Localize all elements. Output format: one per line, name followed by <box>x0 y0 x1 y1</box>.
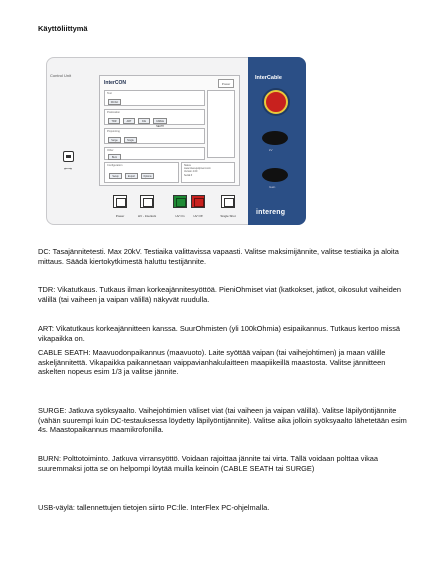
screen-btn-single[interactable]: Single <box>124 137 137 143</box>
screen-btn-surge[interactable]: Surge <box>108 137 121 143</box>
screen-btn-options[interactable]: Options <box>141 173 154 179</box>
paragraph-cable-seath: CABLE SEATH: Maavuodonpaikannus (maavuoto). Laite syöttää vaipan (tai vaihejohtimen) ja maan välille askeljännitettä. Vikapaikka paikannetaan vaippavianhakulaitteen maapiikeillä maastosta. Valitse jännitteen askelten nopeus esim 1/3 ja valitse jännite. <box>38 348 386 377</box>
hw-button-label: HV - Interlock <box>137 214 157 218</box>
paragraph-usb: USB-väylä: tallennettujen tietojen siirto PC:lle. InterFlex PC-ohjelmalla. <box>38 503 270 512</box>
usb-port-icon <box>63 151 74 162</box>
screen-title: InterCON <box>104 80 126 86</box>
brand-intereng: intereng <box>256 209 286 216</box>
screen-display-area <box>207 90 235 158</box>
brand-intercable: InterCable <box>255 75 282 81</box>
screen-btn-export[interactable]: Export <box>125 173 138 179</box>
group-label: Prelocation <box>107 111 120 114</box>
group-label: Pinpointing <box>107 130 120 133</box>
screen-btn-ice[interactable]: ICE <box>138 118 150 124</box>
screen-btn-cable-seath[interactable]: CABLE SEATH <box>153 118 167 124</box>
screen-group-pinpointing <box>104 128 205 144</box>
info-line: Serial # <box>184 173 193 177</box>
hw-button-label: HV On <box>175 214 185 218</box>
hv-off-button[interactable] <box>191 195 205 208</box>
info-label: Status <box>184 164 191 167</box>
screen-group-prelocation <box>104 109 205 128</box>
hv-on-button[interactable] <box>173 195 187 208</box>
hw-button-label: Power <box>115 214 125 218</box>
info-line: Version 4.00 <box>184 170 198 174</box>
power-button[interactable] <box>113 195 127 208</box>
paragraph-surge: SURGE: Jatkuva syöksyaalto. Vaihejohtimien väliset viat (tai vaiheen ja vaipan välillä). Valitse läpilyöntijännite (vähän suurempi kuin DC-testauksessa löydetty läpilyöntijännite). Valitse aika jolloin syöksyaalto lähetetään esim 4s. Maastopaikannus maamikrofonilla. <box>38 406 407 435</box>
group-label: Test <box>107 92 112 95</box>
paragraph-art: ART: Vikatutkaus korkeajännitteen kanssa. SuurOhmisten (yli 100kOhmia) esipaikannus. Tutkaus kertoo missä vikapaikka on. <box>38 324 401 343</box>
knob-label: Gain <box>269 185 276 189</box>
page-heading: Käyttöliittymä <box>38 24 88 33</box>
info-line: www.interequipment.com <box>184 167 211 171</box>
emergency-stop-button[interactable] <box>264 90 288 114</box>
device-screen <box>99 75 240 186</box>
screen-info-panel <box>181 162 235 183</box>
usb-symbol-icon: ⭠⭢ <box>64 166 73 172</box>
control-unit-label: Control Unit <box>50 73 72 78</box>
single-shot-button[interactable] <box>221 195 235 208</box>
voltage-knob[interactable] <box>262 131 288 145</box>
screen-btn-burn[interactable]: Burn <box>108 154 121 160</box>
screen-btn-tdr[interactable]: TDR <box>108 118 120 124</box>
screen-config-panel <box>104 162 179 183</box>
paragraph-burn: BURN: Polttotoiminto. Jatkuva virransyöttö. Voidaan rajoittaa jännite tai virta. Tällä voidaan polttaa vikaa suuremmaksi jotta se on helpompi löytää muilla keinoin (CABLE SEATH tai SURGE) <box>38 454 379 473</box>
config-label: Configuration <box>107 164 123 167</box>
hw-button-label: Single Shot <box>220 214 236 218</box>
gain-knob[interactable] <box>262 168 288 182</box>
knob-label: kV <box>269 148 273 152</box>
paragraph-dc: DC: Tasajännitetesti. Max 20kV. Testiaika valittavissa vapaasti. Valitse maksimijännite, valitse testiaika ja aloita mittaus. Säädä kiertokytkimestä haluttu testijännite. <box>38 247 399 266</box>
hv-interlock-button[interactable] <box>140 195 154 208</box>
screen-btn-art[interactable]: ART <box>123 118 135 124</box>
screen-group-other <box>104 147 205 160</box>
group-label: Other <box>107 149 114 152</box>
screen-btn-dc[interactable]: DC/AC <box>108 99 121 105</box>
screen-group-test <box>104 90 205 106</box>
screen-btn-setup[interactable]: Setup <box>109 173 122 179</box>
screen-power-box: Power <box>218 79 234 88</box>
paragraph-tdr: TDR: Vikatutkaus. Tutkaus ilman korkeajännitesyöttöä. PieniOhmiset viat (katkokset, jatkot, oikosulut vaiheiden välillä (tai vaiheen ja vaipan välillä) näkyvät ruudulla. <box>38 285 401 304</box>
hw-button-label: HV Off <box>193 214 203 218</box>
